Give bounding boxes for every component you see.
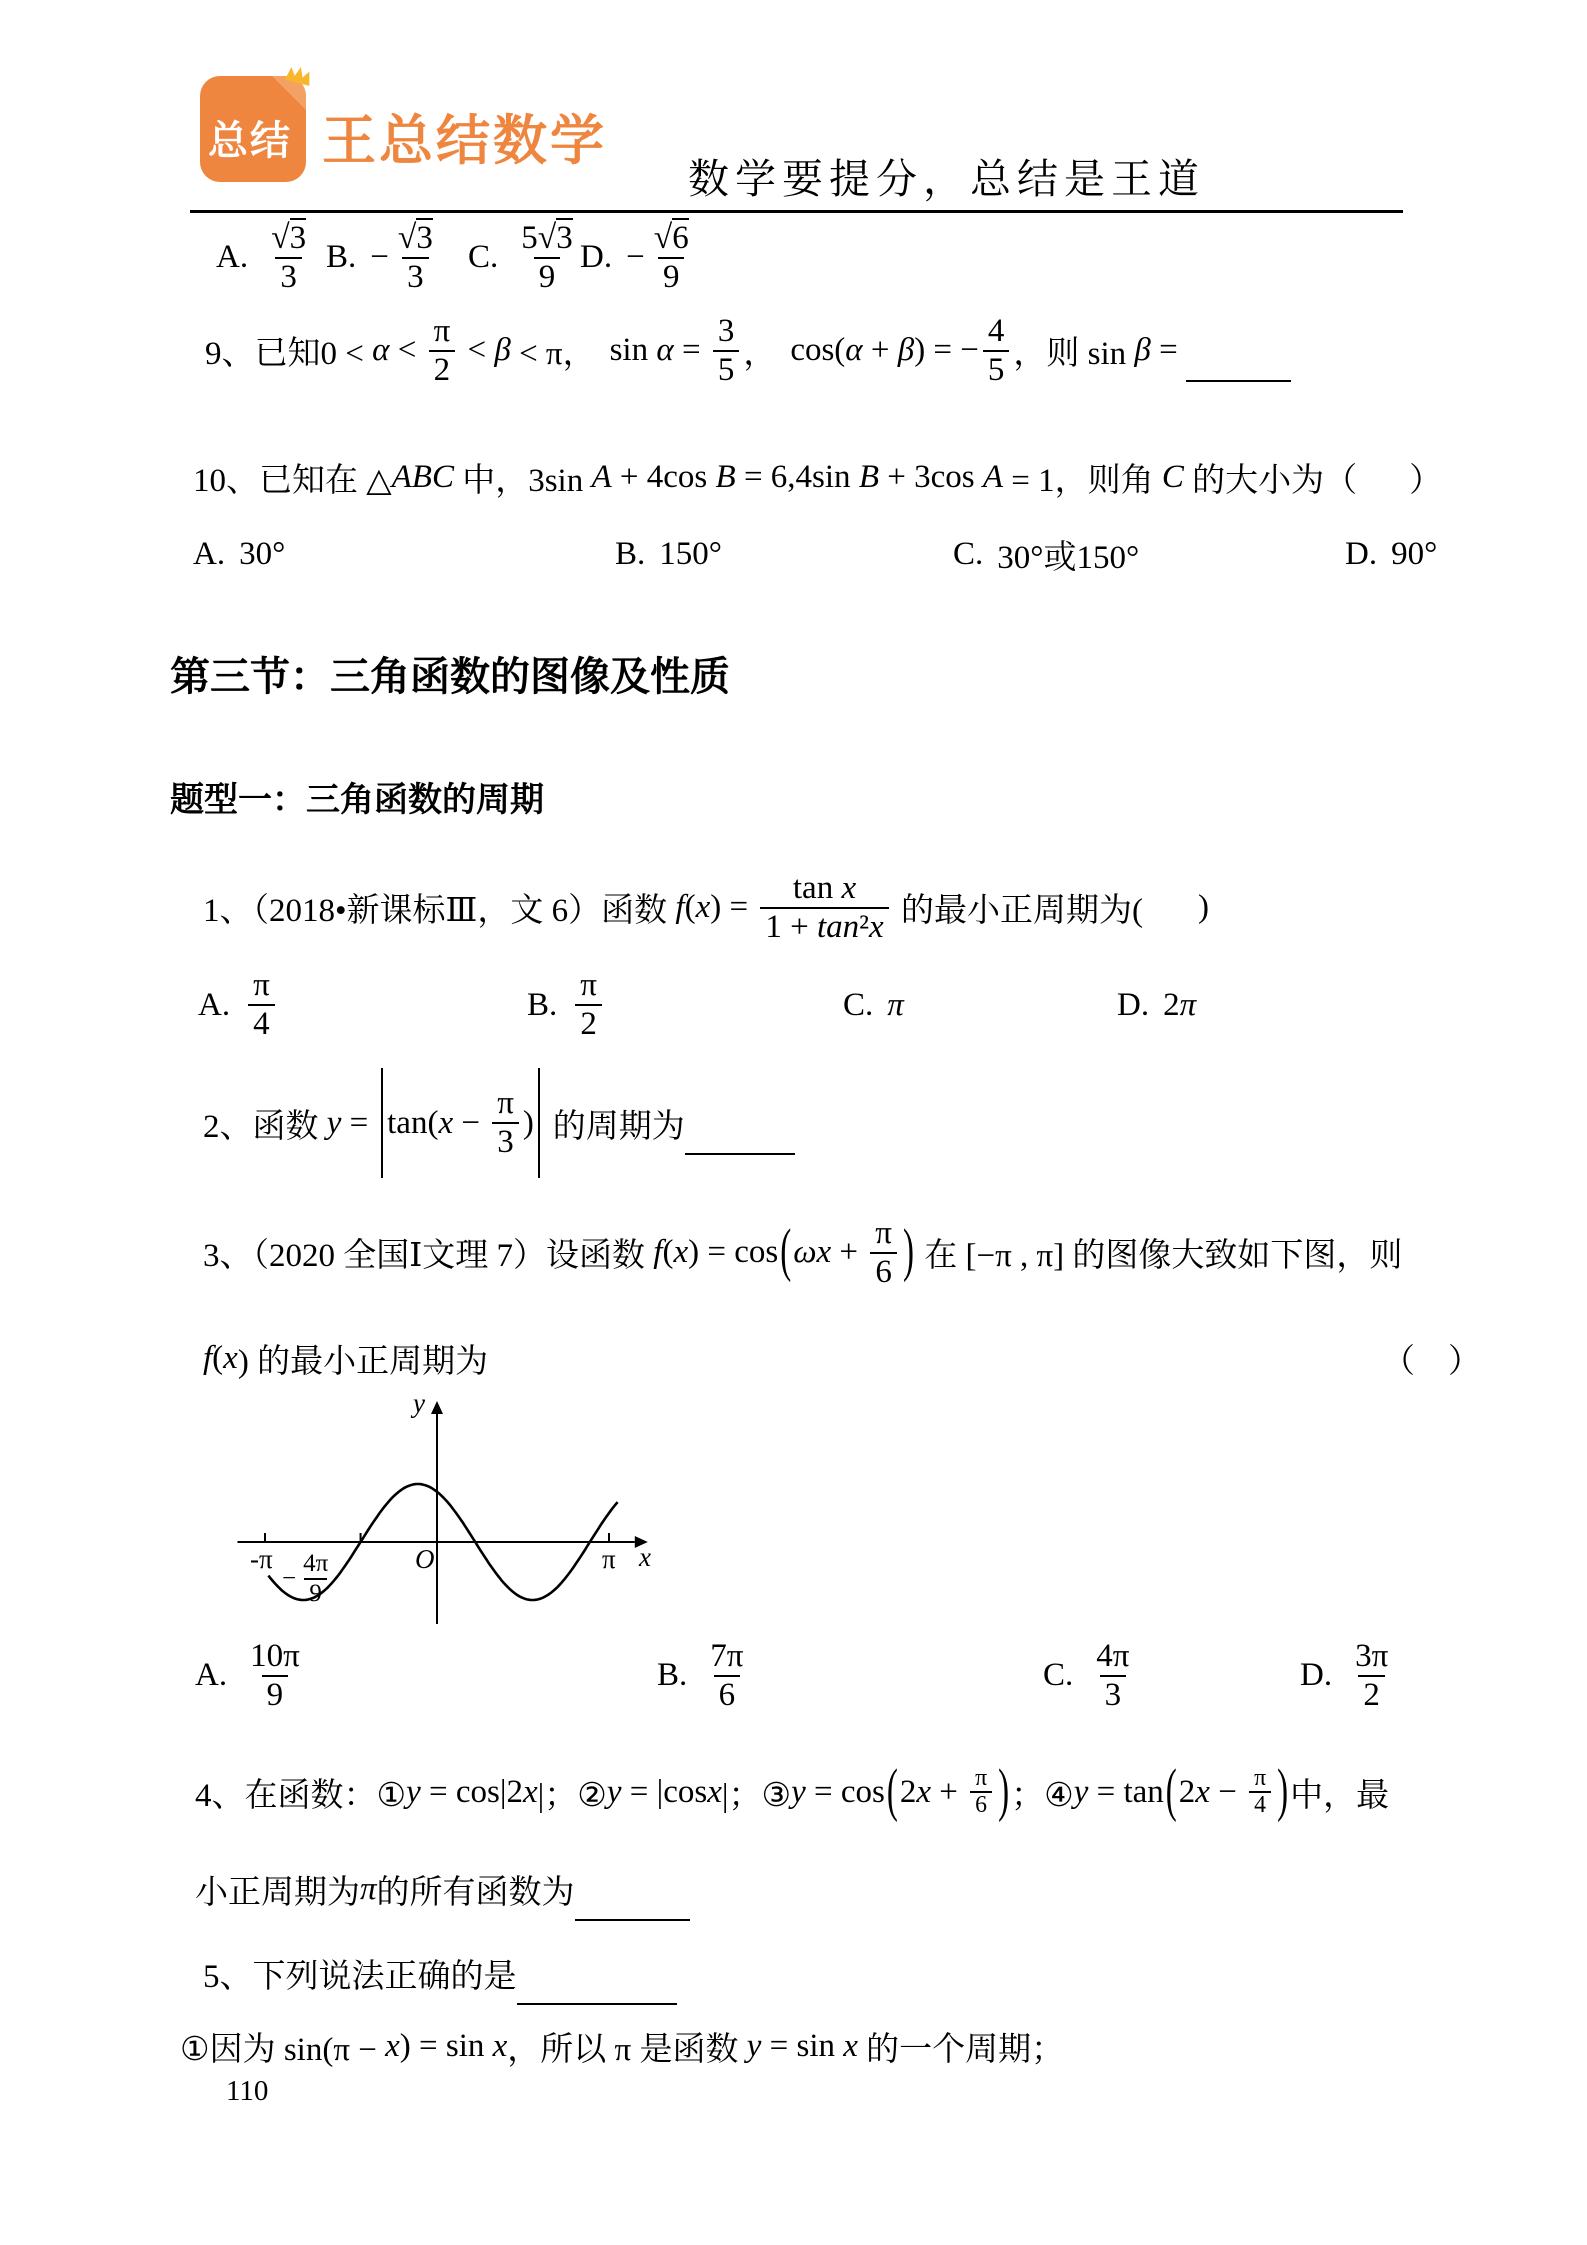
choice-q3-d	[1300, 1628, 1397, 1723]
choice-label: D.	[580, 238, 613, 275]
section-title: 第三节：三角函数的图像及性质	[170, 655, 730, 699]
choice-q10-d	[1345, 532, 1437, 577]
question-9: 9、已知0 < α < $\frac{\pi}{2}$ < β < π， sin α = $\frac{3}{5}$ ， cos( α + β ) = − $\frac{4}{5}$ ，则 sin β =	[205, 298, 1291, 403]
question-3-answer-paren: （ ）	[1382, 1343, 1481, 1380]
choice-value: $\frac{4\pi}{3}$	[1096, 1637, 1130, 1713]
y-axis-label: y	[413, 1388, 425, 1418]
choice-label: C.	[953, 536, 984, 572]
question-1: 1、（2018•新课标Ⅲ，文 6）函数 f ( x ) = $\frac{\text{tan x}}{\text{1 + tan²x}}$ 的最小正周期为( )	[203, 869, 1209, 945]
choice-top-d	[580, 213, 698, 301]
question-3-line1: 3、（2020 全国Ⅰ文理 7）设函数 f ( x ) = cos ( ωx + $\frac{\pi}{6}$ ) 在 [−π , π] 的图像大致如下图，则	[203, 1214, 1403, 1290]
choice-top-c	[468, 213, 582, 301]
choice-q1-c	[843, 960, 904, 1050]
choice-label: D.	[1345, 536, 1378, 572]
choice-value: $\frac{√3}{3}$	[271, 218, 307, 295]
brand-name: 王总结数学	[322, 111, 607, 171]
question-4-line1: 4、在函数：① y = cos|2 x |；② y = |cos x |；③ y = cos ( 2 x + $\frac{\pi}{6}$ ) ；④ y = tan ( 2 x − $\frac{\pi}{4}$ ) 中，最	[195, 1758, 1390, 1824]
question-5-note-1: ①因为 sin(π − x ) = sin x ，所以 π 是函数 y = sin x 的一个周期；	[180, 2027, 1065, 2068]
choice-q1-b	[527, 960, 606, 1050]
choice-value: $\frac{3\pi}{2}$	[1355, 1637, 1389, 1713]
choice-value: $\frac{10\pi}{9}$	[250, 1637, 300, 1713]
choice-label: A.	[198, 986, 231, 1023]
function-graph-figure	[230, 1388, 670, 1642]
tick-frac-den: 9	[304, 1578, 327, 1608]
choice-label: D.	[1300, 1657, 1333, 1693]
choice-value: $\frac{5√3}{9}$	[521, 218, 573, 295]
choice-label: A.	[195, 1657, 228, 1693]
choice-label: C.	[1043, 1657, 1074, 1693]
choice-q3-a	[195, 1628, 309, 1723]
choice-q10-a	[193, 532, 285, 577]
choice-q3-c	[1043, 1628, 1138, 1723]
choice-value: 150°	[659, 536, 722, 572]
choice-value: $\frac{\pi}{2}$	[571, 967, 606, 1043]
choice-label: A.	[216, 238, 249, 275]
choice-q3-b	[657, 1628, 752, 1723]
brand-logo	[200, 76, 306, 182]
topic-title: 题型一：三角函数的周期	[170, 781, 544, 819]
choice-value: 2 π	[1163, 986, 1197, 1023]
choice-label: B.	[615, 536, 646, 572]
choice-label: B.	[657, 1657, 688, 1693]
question-4-line2: 小正周期为 π 的所有函数为	[195, 1862, 690, 1917]
choice-value: − $\frac{√3}{3}$	[370, 218, 433, 295]
choice-top-b	[326, 213, 442, 301]
choice-value: 90°	[1391, 536, 1438, 572]
choice-top-a	[216, 213, 315, 301]
page-number: 110	[226, 2075, 269, 2107]
choice-label: B.	[326, 238, 357, 275]
tick-frac	[298, 1550, 333, 1607]
tick-frac-sign: −	[282, 1564, 297, 1592]
choice-q1-a	[198, 960, 279, 1050]
tick-label-pi: π	[602, 1544, 616, 1574]
choice-label: D.	[1117, 986, 1150, 1023]
choice-q10-b	[615, 532, 722, 577]
choice-value: $\frac{7\pi}{6}$	[710, 1637, 744, 1713]
choice-q10-c	[953, 532, 1139, 577]
brand-tagline: 数学要提分，总结是王道	[688, 156, 1205, 202]
question-2: 2、函数 y = tan( x − $\frac{\pi}{3}$ ) 的周期为	[203, 1068, 795, 1178]
choice-label: C.	[468, 238, 499, 275]
choice-label: A.	[193, 536, 226, 572]
tick-label-neg-4pi-9	[282, 1550, 335, 1607]
choice-label: B.	[527, 986, 558, 1023]
question-3-line2: f ( x ) 的最小正周期为	[203, 1339, 489, 1380]
question-10: 10、已知在 △ ABC 中，3sin A + 4cos B = 6,4sin B + 3cos A = 1，则角 C 的大小为（ ）	[193, 459, 1443, 499]
origin-label: O	[415, 1544, 435, 1574]
choice-q1-d	[1117, 960, 1196, 1050]
question-5: 5、下列说法正确的是	[203, 1946, 677, 2001]
choice-value: − $\frac{√6}{9}$	[626, 218, 689, 295]
choice-value: $\frac{\pi}{4}$	[244, 967, 279, 1043]
x-axis-label: x	[639, 1542, 651, 1572]
logo-badge-text: 总结	[208, 119, 292, 163]
choice-value: 30°或150°	[997, 540, 1140, 576]
tick-frac-num: 4π	[303, 1550, 329, 1577]
tick-label-neg-pi: -π	[250, 1544, 273, 1574]
choice-value: π	[887, 986, 904, 1023]
logo-badge	[200, 76, 306, 182]
choice-label: C.	[843, 986, 874, 1023]
choice-value: 30°	[239, 536, 286, 572]
